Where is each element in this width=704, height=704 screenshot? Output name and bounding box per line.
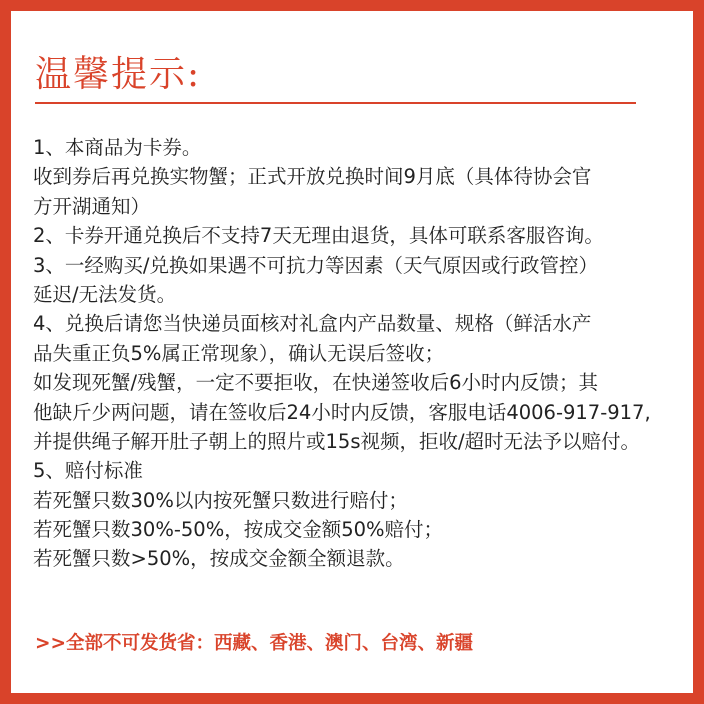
- notice-line-item-1: 1、本商品为卡券。: [33, 136, 202, 159]
- notice-line-item-4: 4、兑换后请您当快递员面核对礼盒内产品数量、规格（鲜活水产: [33, 312, 592, 336]
- notice-body: [33, 133, 688, 574]
- shipping-restriction-note: >>全部不可发货省：西藏、香港、澳门、台湾、新疆: [35, 633, 474, 654]
- notice-line-item-2: 2、卡券开通兑换后不支持7天无理由退货，具体可联系客服咨询。: [33, 224, 604, 248]
- title-divider: [35, 102, 636, 104]
- notice-line: 品失重正负5%属正常现象），确认无误后签收；: [33, 341, 445, 365]
- notice-line: 方开湖通知）: [33, 194, 151, 218]
- notice-line-item-3: 3、一经购买/兑换如果遇不可抗力等因素（天气原因或行政管控）: [33, 253, 598, 277]
- notice-line: 如发现死蟹/残蟹，一定不要拒收，在快递签收后6小时内反馈；其: [33, 371, 598, 395]
- notice-line: 若死蟹只数30%以内按死蟹只数进行赔付；: [33, 488, 408, 512]
- notice-line: 延迟/无法发货。: [33, 282, 177, 306]
- notice-line: 收到券后再兑换实物蟹；正式开放兑换时间9月底（具体待协会官: [33, 165, 592, 189]
- notice-line: 若死蟹只数30%-50%，按成交金额50%赔付；: [33, 518, 444, 542]
- notice-line: 他缺斤少两问题，请在签收后24小时内反馈，客服电话4006-917-917,: [33, 400, 651, 424]
- notice-line: 并提供绳子解开肚子朝上的照片或15s视频，拒收/超时无法予以赔付。: [33, 429, 641, 453]
- notice-line: 若死蟹只数>50%，按成交金额全额退款。: [33, 547, 405, 571]
- notice-title: 温馨提示:: [35, 54, 202, 95]
- notice-line-item-5: 5、赔付标准: [33, 459, 143, 483]
- notice-card: [11, 11, 693, 693]
